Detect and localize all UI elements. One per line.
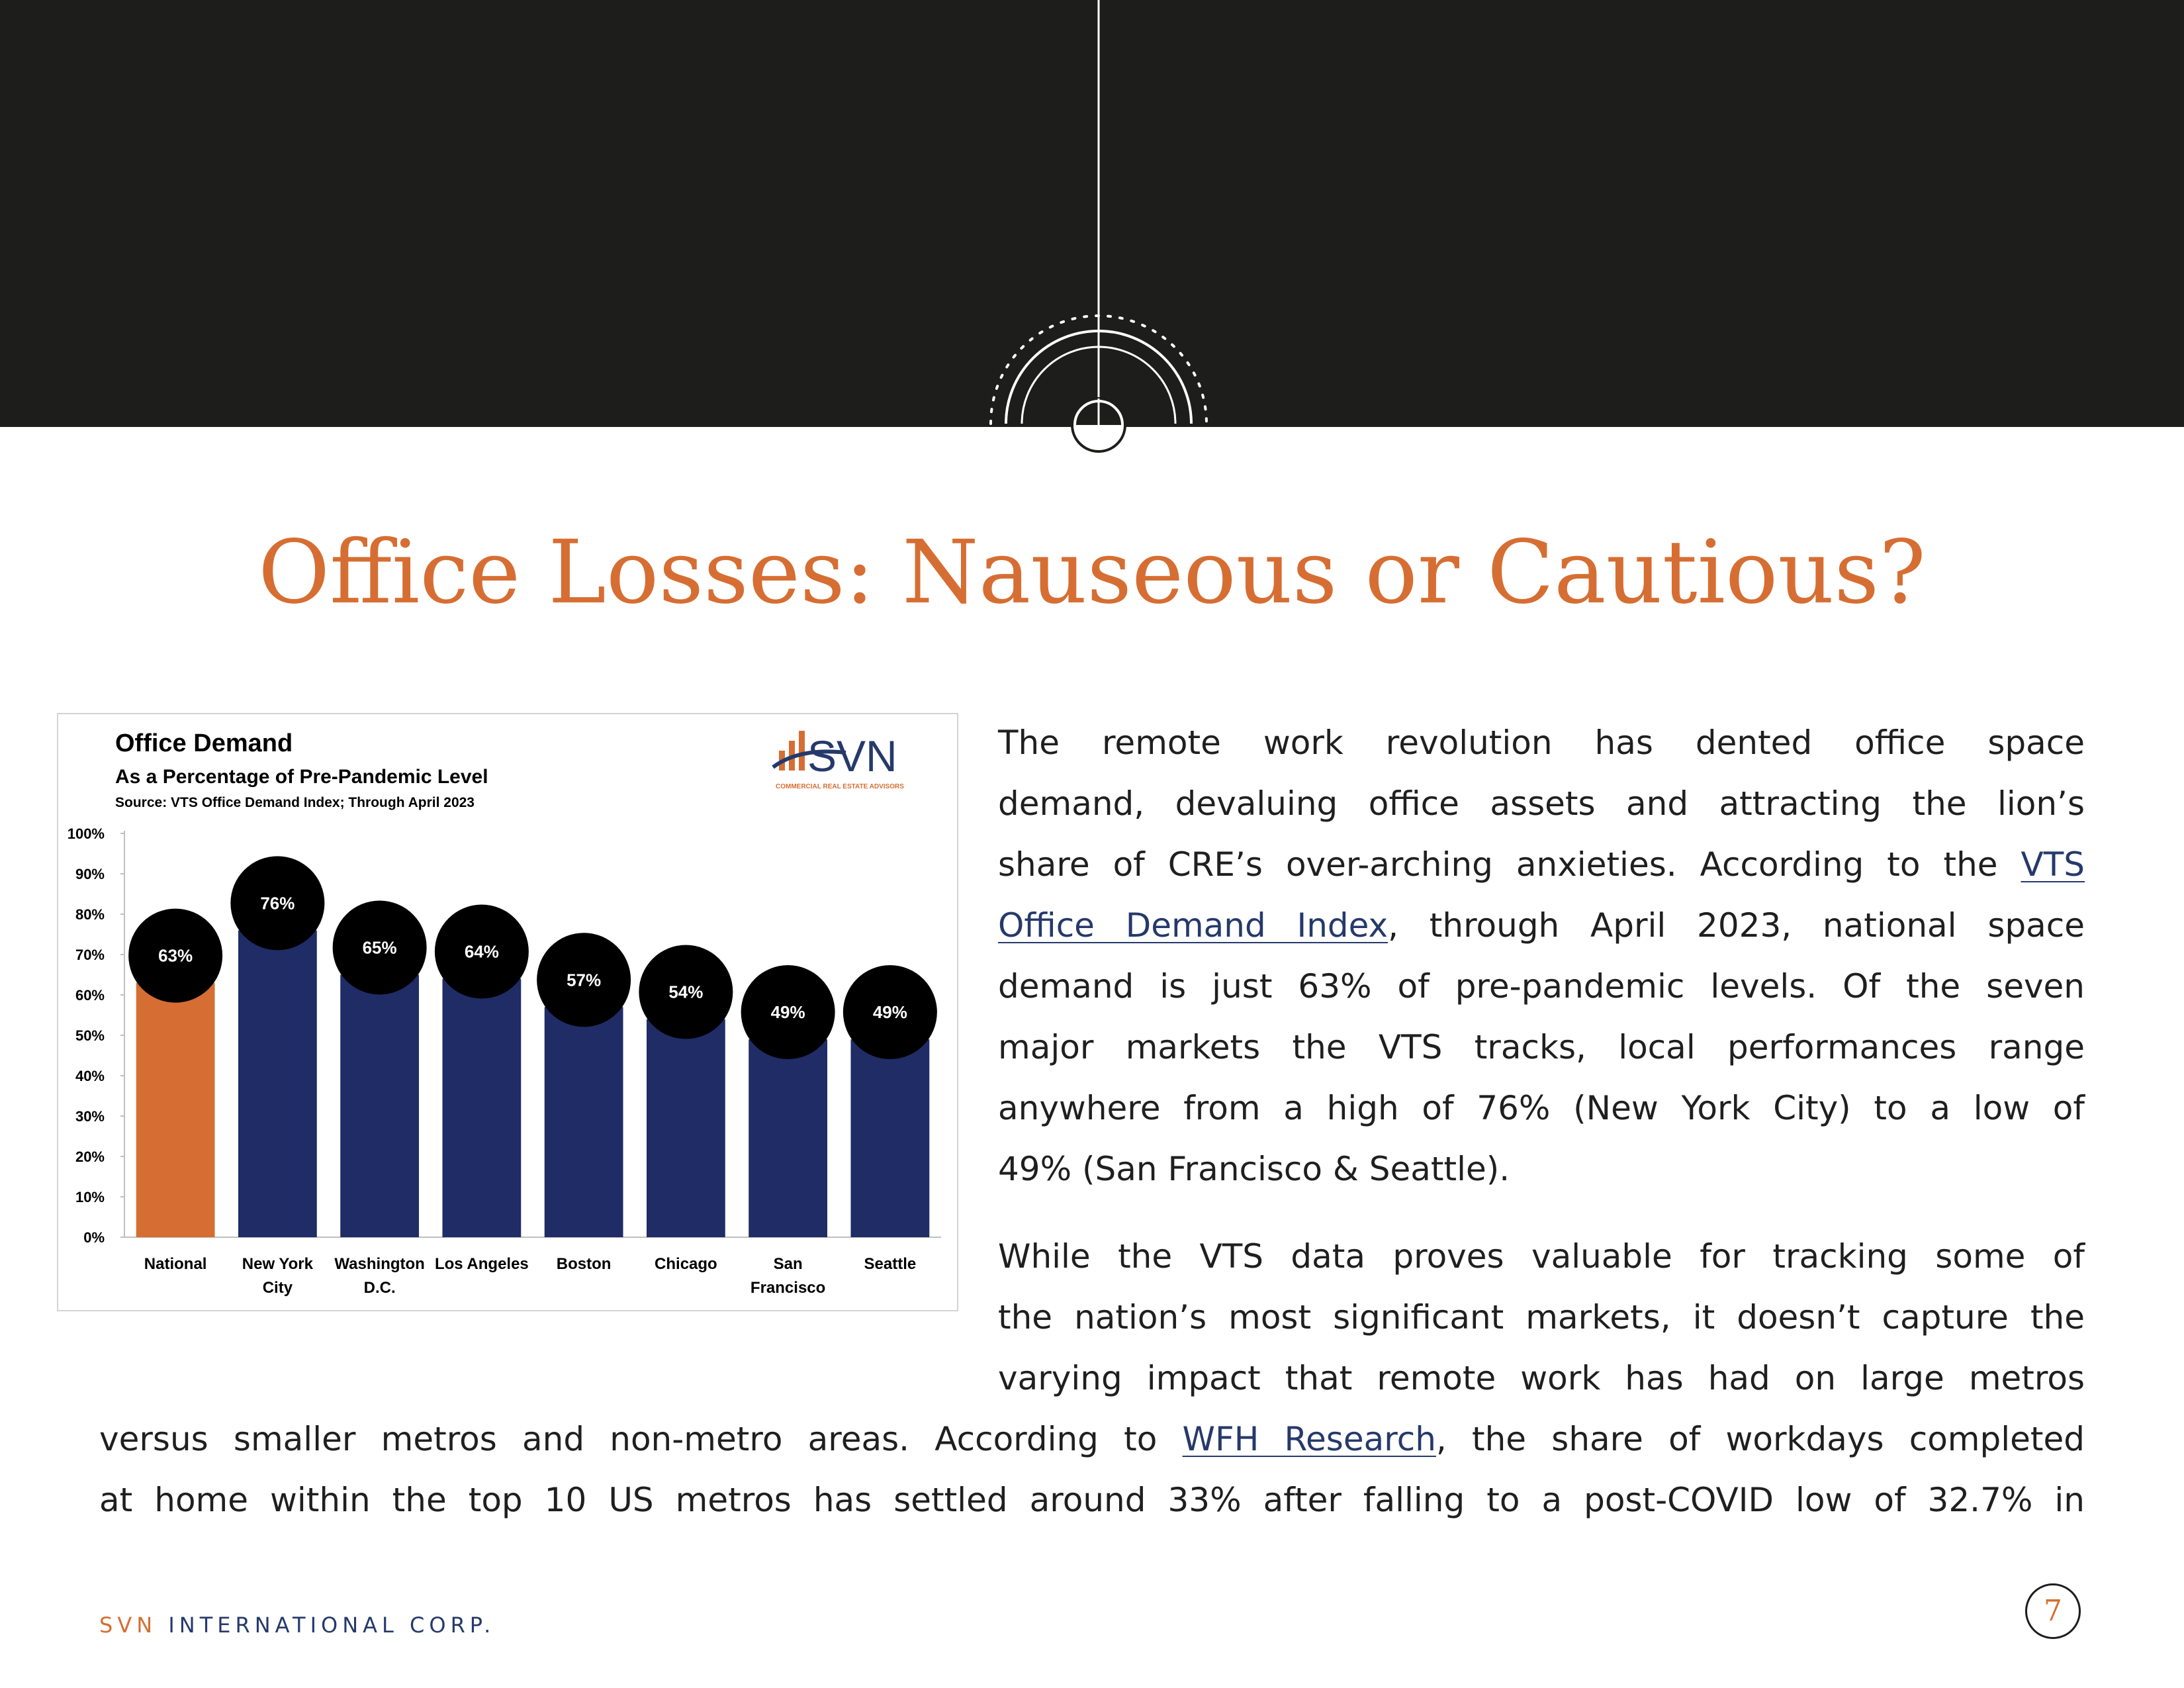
data-label: 49% (770, 1002, 805, 1023)
paragraph-1-line-8: 49% (San Francisco & Seattle). (998, 1150, 1510, 1188)
category-label: City (262, 1279, 293, 1297)
vts-link-part-1[interactable]: VTS (2021, 845, 2085, 884)
wfh-research-link[interactable]: WFH Research (1182, 1420, 1436, 1458)
paragraph-1-text: share of CRE’s over-arching anxieties. According to the (998, 845, 2021, 884)
chart-source: Source: VTS Office Demand Index; Through April 2023 (115, 795, 475, 810)
paragraph-2-line-1: While the VTS data proves valuable for tracking some of (998, 1237, 2085, 1276)
y-tick-label: 60% (75, 987, 105, 1004)
data-label: 63% (158, 945, 193, 966)
paragraph-1-line-4 (998, 895, 2085, 956)
footer-brand-accent: SVN (99, 1613, 158, 1638)
bar (850, 1039, 929, 1237)
bar (136, 983, 215, 1237)
y-tick-label: 30% (75, 1108, 105, 1125)
y-tick-label: 40% (75, 1068, 105, 1084)
data-label: 57% (567, 970, 602, 990)
y-tick-label: 100% (67, 825, 105, 842)
logo-bar-3 (799, 731, 805, 771)
data-label: 76% (260, 893, 295, 914)
category-label: Boston (556, 1255, 612, 1273)
paragraph-1-line-1: The remote work revolution has dented office space (998, 724, 2085, 762)
category-label: Washington (334, 1255, 425, 1273)
y-tick-label: 90% (75, 866, 105, 882)
data-label: 54% (668, 982, 704, 1002)
category-label: Los Angeles (434, 1255, 529, 1273)
paragraph-2-line-4 (99, 1409, 2085, 1470)
decorative-circle-motif (0, 0, 2184, 463)
y-tick-label: 20% (75, 1149, 105, 1165)
y-tick-label: 50% (75, 1027, 105, 1044)
y-tick-label: 80% (75, 906, 105, 923)
bar (749, 1039, 827, 1237)
paragraph-2-line-3: varying impact that remote work has had on large metros (998, 1359, 2085, 1397)
chart-subtitle: As a Percentage of Pre-Pandemic Level (115, 766, 488, 788)
paragraph-1-line-3 (998, 834, 2085, 895)
office-demand-chart (57, 713, 958, 1311)
bar (647, 1019, 725, 1237)
page-number: 7 (2025, 1583, 2081, 1639)
paragraph-1-line-5: demand is just 63% of pre-pandemic levels. Of the seven (998, 967, 2085, 1006)
category-label: Francisco (750, 1279, 826, 1297)
y-tick-label: 0% (83, 1229, 105, 1246)
category-label: D.C. (363, 1279, 396, 1297)
paragraph-1-line-2: demand, devaluing office assets and attracting the lion’s (998, 784, 2085, 823)
paragraph-2-text: versus smaller metros and non-metro areas. According to (99, 1420, 1183, 1458)
category-label: National (144, 1255, 207, 1273)
category-label: New York (242, 1255, 313, 1273)
category-label: Chicago (655, 1255, 717, 1273)
bar (238, 930, 317, 1237)
y-tick-label: 10% (75, 1189, 105, 1205)
logo-tagline: COMMERCIAL REAL ESTATE ADVISORS (776, 783, 904, 790)
category-label: Seattle (864, 1255, 917, 1273)
page-title: Office Losses: Nauseous or Cautious? (258, 522, 1926, 624)
chart-title: Office Demand (115, 729, 293, 757)
data-label: 64% (464, 941, 499, 962)
chart-category-labels (144, 1255, 916, 1297)
chart-canvas (58, 714, 957, 1310)
vts-link-part-2[interactable]: Office Demand Index (998, 906, 1388, 945)
footer-brand (99, 1613, 495, 1638)
paragraph-2-line-2: the nation’s most significant markets, it doesn’t capture the (998, 1298, 2085, 1336)
logo-wordmark: SVN (807, 731, 897, 780)
paragraph-1-line-6: major markets the VTS tracks, local performances range (998, 1028, 2085, 1066)
svn-logo (773, 731, 904, 790)
bar (340, 975, 419, 1238)
data-label: 49% (872, 1002, 907, 1023)
paragraph-1-text: , through April 2023, national space (1388, 906, 2085, 945)
paragraph-1-line-7: anywhere from a high of 76% (New York City) to a low of (998, 1089, 2085, 1127)
data-label: 65% (362, 937, 397, 958)
paragraph-2-text: , the share of workdays completed (1435, 1420, 2085, 1458)
paragraph-2-line-5: at home within the top 10 US metros has settled around 33% after falling to a post-COVID low of 32.7% in (99, 1481, 2085, 1519)
bar (545, 1007, 623, 1237)
bar (442, 979, 521, 1237)
footer-brand-rest: INTERNATIONAL CORP. (168, 1613, 496, 1638)
y-tick-label: 70% (75, 947, 105, 963)
category-label: San (773, 1255, 803, 1273)
